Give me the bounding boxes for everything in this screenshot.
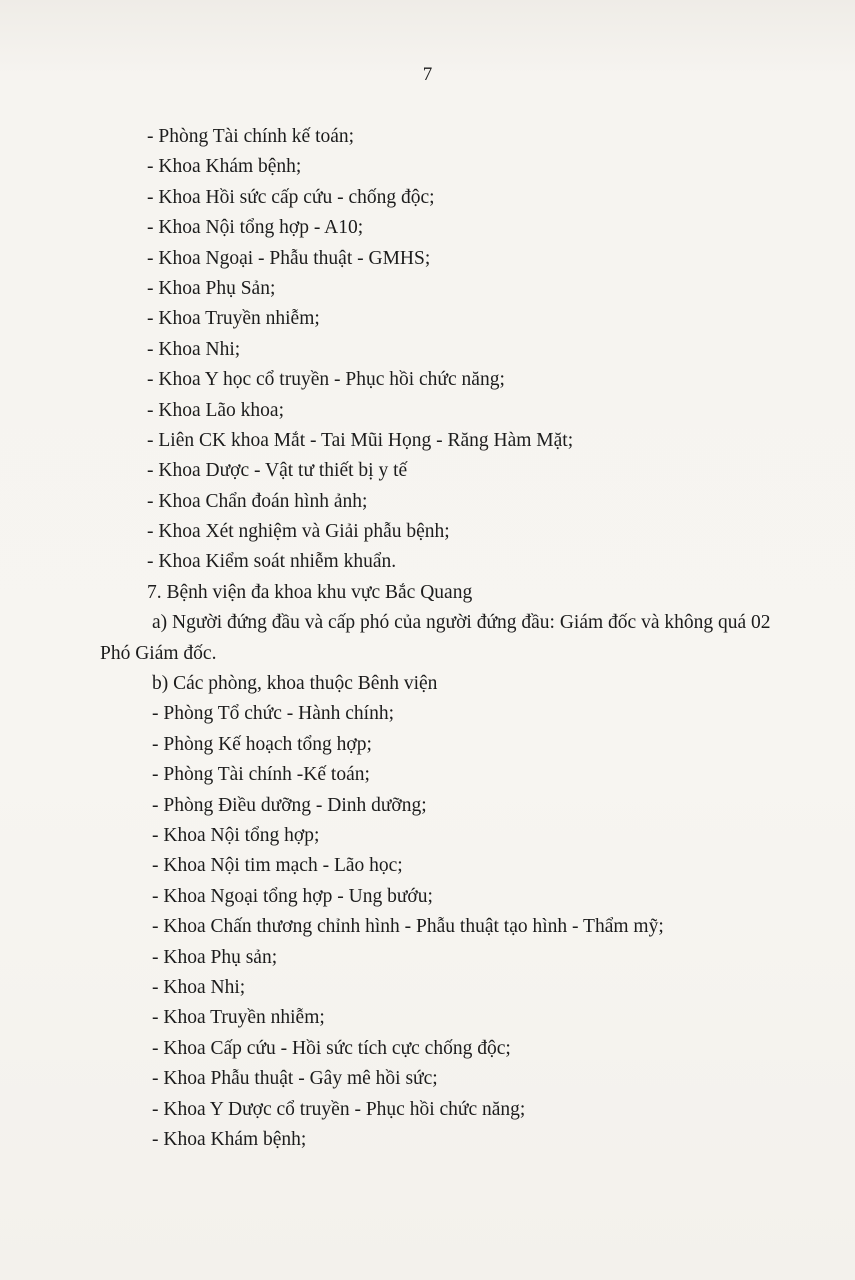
list-item: - Khoa Khám bệnh; [147, 156, 302, 178]
list-item: - Khoa Y học cổ truyền - Phục hồi chức năng; [147, 369, 505, 391]
list-item: - Khoa Nhi; [152, 976, 246, 998]
paragraph-b: b) Các phòng, khoa thuộc Bênh viện [152, 673, 438, 695]
list-item: - Khoa Khám bệnh; [152, 1128, 307, 1150]
list-item: - Khoa Ngoại tổng hợp - Ung bướu; [152, 885, 433, 907]
list-item: - Khoa Dược - Vật tư thiết bị y tế [147, 460, 408, 482]
list-item: - Khoa Kiểm soát nhiễm khuẩn. [147, 551, 397, 573]
list-item: - Khoa Y Dược cổ truyền - Phục hồi chức năng; [152, 1098, 526, 1120]
list-item: - Phòng Kế hoạch tổng hợp; [152, 733, 372, 755]
list-item: - Khoa Hồi sức cấp cứu - chống độc; [147, 186, 435, 208]
list-item: - Khoa Phụ Sản; [147, 277, 276, 299]
list-item: - Liên CK khoa Mắt - Tai Mũi Họng - Răng Hàm Mặt; [147, 429, 574, 451]
list-item: - Khoa Nội tổng hợp - A10; [147, 217, 364, 239]
list-item: - Khoa Lão khoa; [147, 399, 284, 421]
list-item: - Phòng Tổ chức - Hành chính; [152, 703, 394, 725]
list-item: - Phòng Điều dưỡng - Dinh dưỡng; [152, 794, 427, 816]
list-item: - Phòng Tài chính -Kế toán; [152, 764, 370, 786]
list-item: - Khoa Cấp cứu - Hồi sức tích cực chống độc; [152, 1037, 511, 1059]
list-item: - Khoa Nội tim mạch - Lão học; [152, 855, 403, 877]
paragraph-a-line-1 [0, 608, 855, 638]
list-item: - Khoa Phụ sản; [152, 946, 278, 968]
page-number: 7 [422, 64, 433, 85]
paragraph-a-line-2: Phó Giám đốc. [100, 642, 217, 664]
list-item: - Khoa Nội tổng hợp; [152, 824, 320, 846]
list-item: - Khoa Nhi; [147, 338, 241, 360]
document-body [0, 122, 855, 1155]
list-item: - Khoa Chẩn đoán hình ảnh; [147, 490, 368, 512]
section-heading: 7. Bệnh viện đa khoa khu vực Bắc Quang [147, 581, 473, 603]
list-item: - Khoa Ngoại - Phẫu thuật - GMHS; [147, 247, 431, 269]
list-item: - Khoa Phẫu thuật - Gây mê hồi sức; [152, 1068, 438, 1090]
list-item: - Khoa Xét nghiệm và Giải phẫu bệnh; [147, 521, 450, 543]
list-item: - Khoa Truyền nhiễm; [152, 1007, 325, 1029]
list-item: - Khoa Chấn thương chỉnh hình - Phẫu thuật tạo hình - Thẩm mỹ; [152, 916, 664, 938]
list-item: - Phòng Tài chính kế toán; [147, 126, 355, 147]
list-item: - Khoa Truyền nhiễm; [147, 308, 320, 330]
paragraph-a-text: a) Người đứng đầu và cấp phó của người đứng đầu: Giám đốc và không quá 02 [152, 612, 771, 634]
